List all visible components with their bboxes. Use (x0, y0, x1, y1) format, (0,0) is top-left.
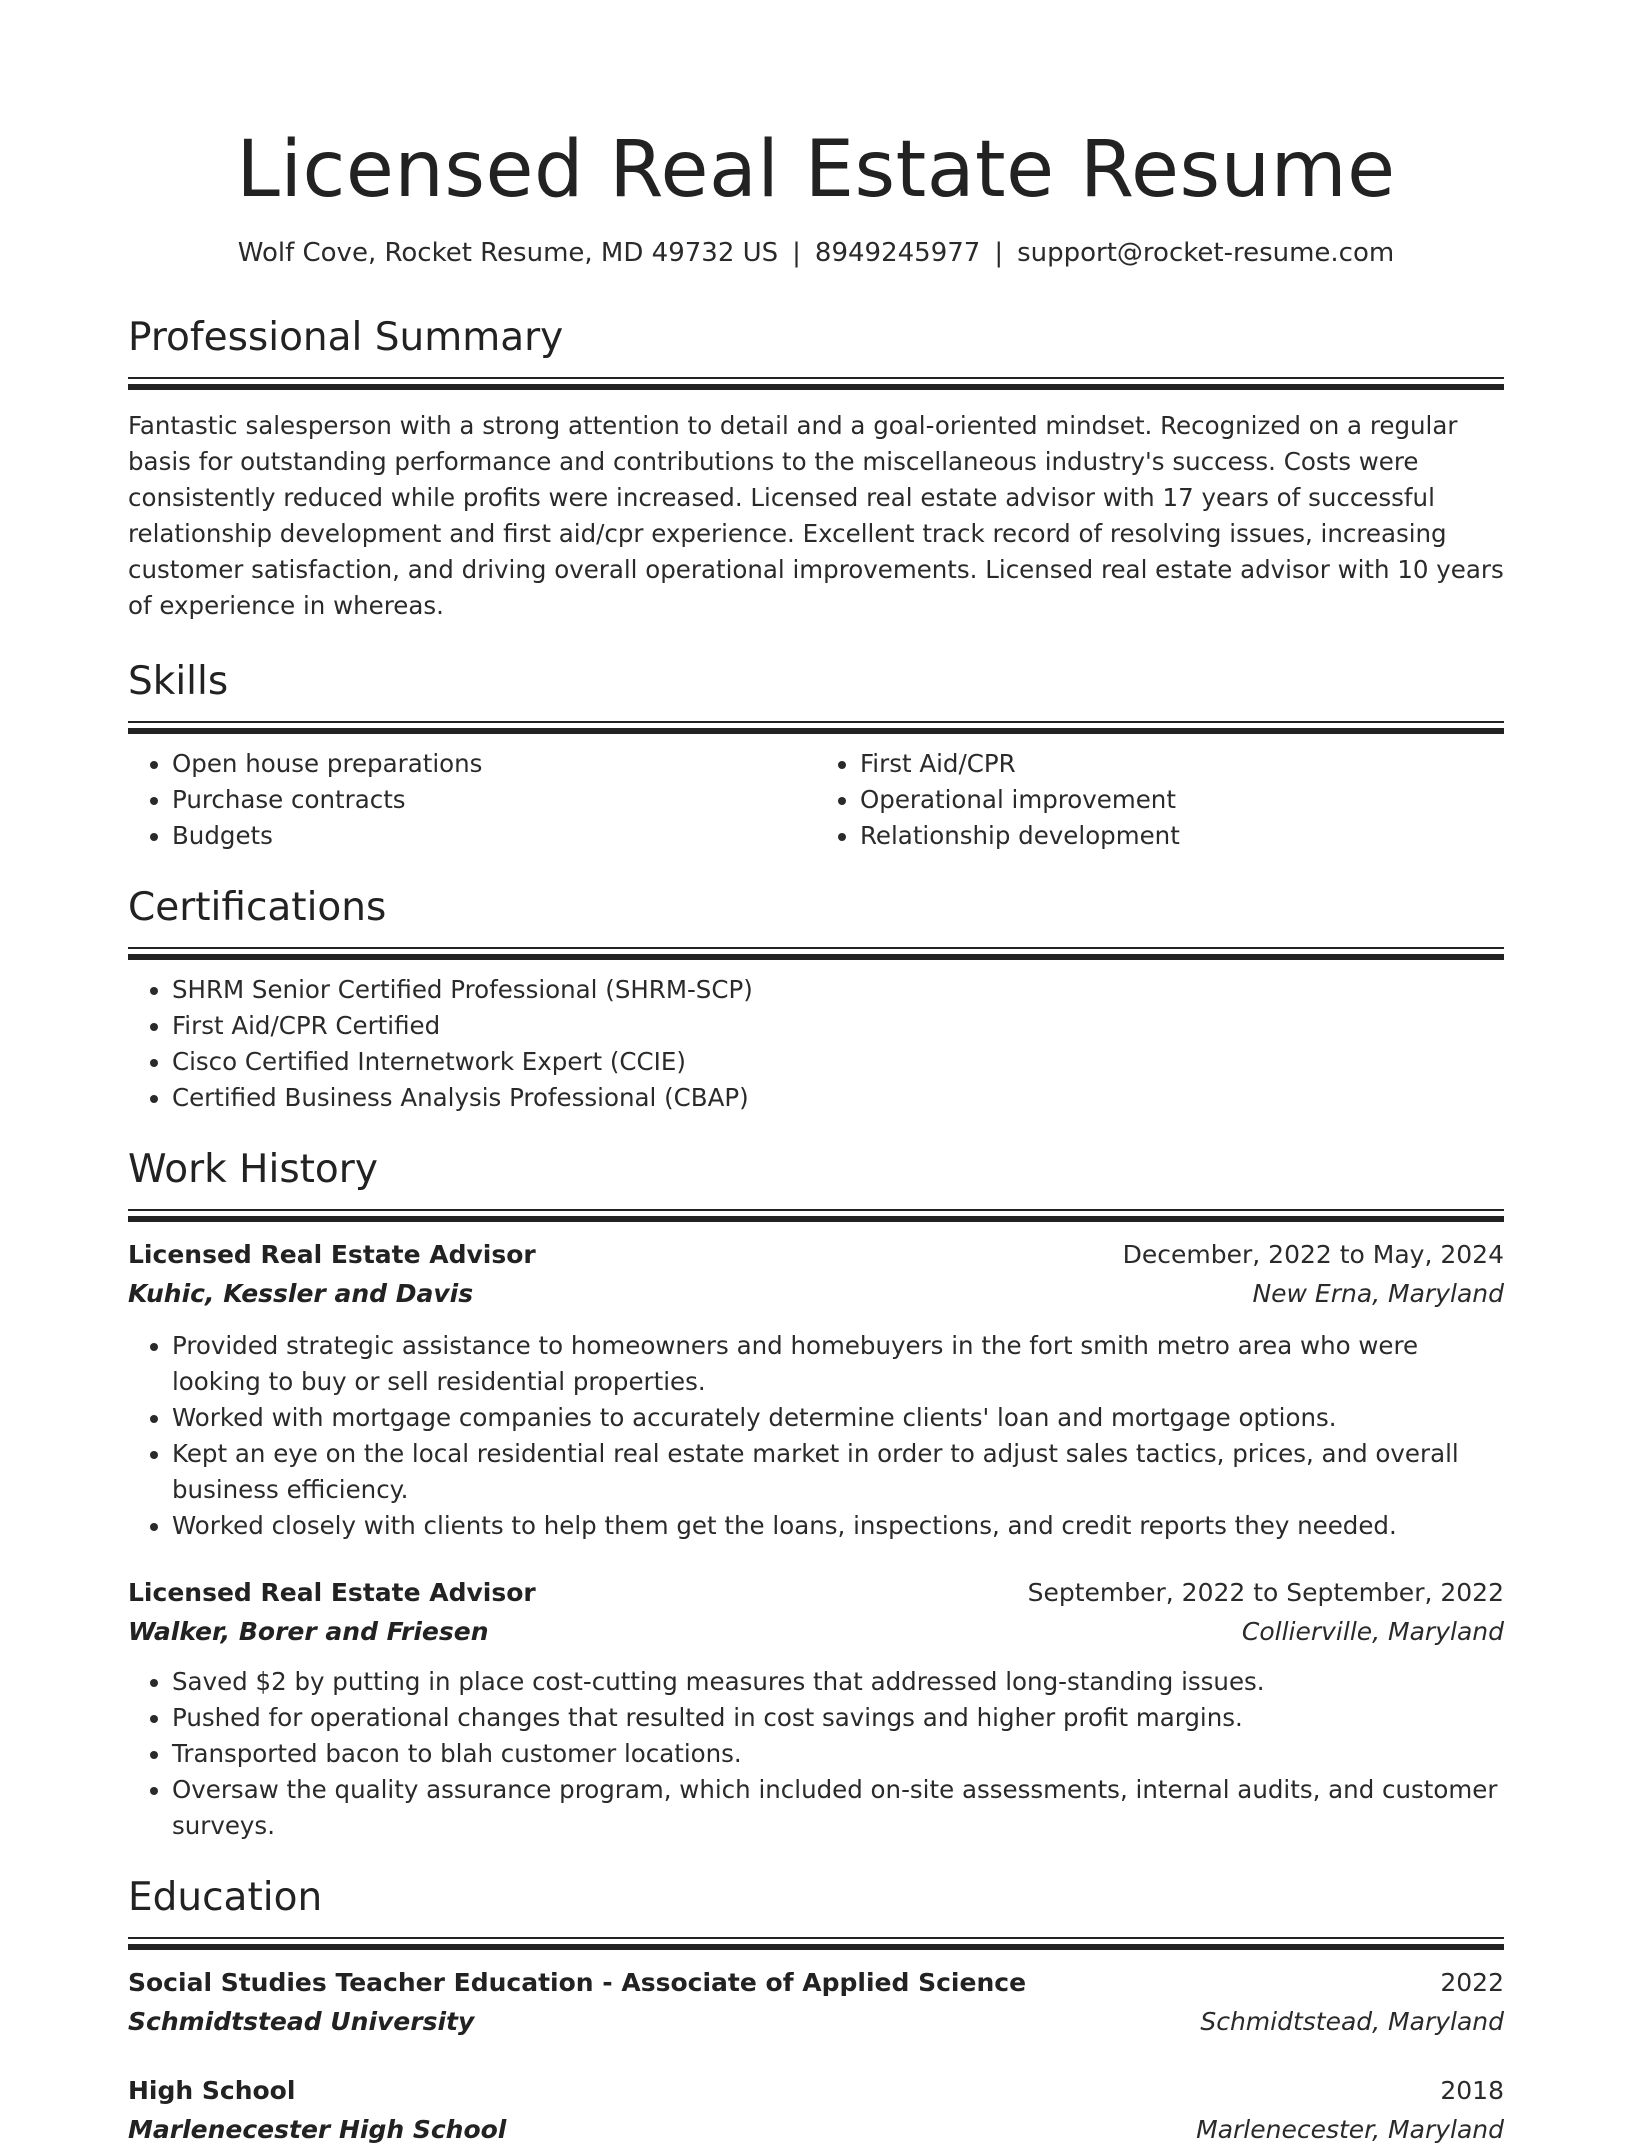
section-heading-education: Education (128, 1875, 323, 1920)
job-entry (128, 1236, 1504, 1544)
section-divider-thin (128, 1209, 1504, 1211)
skills-list-left (128, 746, 816, 854)
job-duty: • Kept an eye on the local residential real estate market in order to adjust sales tactics, prices, and overall business efficiency. (172, 1436, 1504, 1508)
section-divider-thick (128, 954, 1504, 960)
contact-line (128, 236, 1504, 270)
certification-item: • Certified Business Analysis Professional (CBAP) (172, 1080, 1504, 1116)
certification-item: • First Aid/CPR Certified (172, 1008, 1504, 1044)
job-location: Collierville, Maryland (1241, 1617, 1504, 1646)
job-subheader (128, 1274, 1504, 1314)
section-divider-thin (128, 947, 1504, 949)
job-duty: • Transported bacon to blah customer locations. (172, 1736, 1504, 1772)
skills-list-right (816, 746, 1504, 854)
section-divider-thin (128, 721, 1504, 723)
education-entry (128, 1964, 1504, 2042)
skill-item: • Operational improvement (860, 782, 1504, 818)
education-header (128, 2072, 1504, 2110)
job-location: New Erna, Maryland (1252, 1279, 1504, 1308)
skills-grid (128, 746, 1504, 854)
contact-email: support@rocket-resume.com (1017, 238, 1395, 268)
education-year: 2022 (1440, 1968, 1504, 1997)
skill-item: • Purchase contracts (172, 782, 816, 818)
section-divider-thick (128, 728, 1504, 734)
job-duties-list (128, 1328, 1504, 1544)
certification-item: • SHRM Senior Certified Professional (SHRM-SCP) (172, 972, 1504, 1008)
education-year: 2018 (1440, 2076, 1504, 2105)
contact-separator: | (792, 238, 801, 268)
job-dates: September, 2022 to September, 2022 (1027, 1578, 1504, 1607)
job-entry (128, 1574, 1504, 1844)
job-subheader (128, 1612, 1504, 1652)
section-heading-certifications: Certifications (128, 885, 387, 930)
education-subheader (128, 2110, 1504, 2150)
education-school: Schmidtstead University (128, 2007, 475, 2036)
job-company: Walker, Borer and Friesen (128, 1617, 489, 1646)
section-divider-thick (128, 1216, 1504, 1222)
education-school: Marlenecester High School (128, 2115, 507, 2144)
job-duty: • Worked closely with clients to help them get the loans, inspections, and credit reports they needed. (172, 1508, 1504, 1544)
contact-address: Wolf Cove, Rocket Resume, MD 49732 US (237, 238, 779, 268)
job-duty: • Provided strategic assistance to homeowners and homebuyers in the fort smith metro area who were looking to buy or sell residential properties. (172, 1328, 1504, 1400)
section-divider-thick (128, 1944, 1504, 1950)
skill-item: • Open house preparations (172, 746, 816, 782)
job-company: Kuhic, Kessler and Davis (128, 1279, 474, 1308)
section-heading-skills: Skills (128, 659, 229, 704)
section-divider-thick (128, 384, 1504, 390)
section-divider-thin (128, 1937, 1504, 1939)
job-title: Licensed Real Estate Advisor (128, 1240, 536, 1269)
section-heading-work-history: Work History (128, 1147, 378, 1192)
summary-text: Fantastic salesperson with a strong attention to detail and a goal-oriented mindset. Recognized on a regular basis for outstanding performance and contributions to the miscellaneous industry's success. Costs were consistently reduced while profits were increased. Licensed real estate advisor with 17 years of successful relationship development and first aid/cpr experience. Excellent track record of resolving issues, increasing customer satisfaction, and driving overall operational improvements. Licensed real estate advisor with 10 years of experience in whereas. (128, 411, 1504, 620)
section-divider-thin (128, 377, 1504, 379)
certification-item: • Cisco Certified Internetwork Expert (CCIE) (172, 1044, 1504, 1080)
education-location: Schmidtstead, Maryland (1200, 2007, 1504, 2036)
skill-item: • Relationship development (860, 818, 1504, 854)
contact-phone: 8949245977 (814, 238, 981, 268)
job-duty: • Worked with mortgage companies to accurately determine clients' loan and mortgage options. (172, 1400, 1504, 1436)
job-header (128, 1236, 1504, 1274)
certifications-list (128, 972, 1504, 1116)
education-degree: High School (128, 2076, 296, 2105)
education-header (128, 1964, 1504, 2002)
certifications-section (128, 884, 1504, 1116)
resume-title: Licensed Real Estate Resume (236, 125, 1396, 215)
job-duty: • Oversaw the quality assurance program, which included on-site assessments, internal audits, and customer surveys. (172, 1772, 1504, 1844)
work-history-section (128, 1146, 1504, 1844)
job-duty: • Saved $2 by putting in place cost-cutting measures that addressed long-standing issues. (172, 1664, 1504, 1700)
job-duty: • Pushed for operational changes that resulted in cost savings and higher profit margins. (172, 1700, 1504, 1736)
contact-separator: | (994, 238, 1004, 268)
section-heading-summary: Professional Summary (128, 315, 564, 360)
education-subheader (128, 2002, 1504, 2042)
job-duties-list (128, 1664, 1504, 1844)
education-location: Marlenecester, Maryland (1196, 2115, 1504, 2144)
skill-item: • First Aid/CPR (860, 746, 1504, 782)
education-section (128, 1874, 1504, 2150)
education-degree: Social Studies Teacher Education - Associate of Applied Science (128, 1968, 1027, 1997)
job-title: Licensed Real Estate Advisor (128, 1578, 536, 1607)
job-header (128, 1574, 1504, 1612)
education-entry (128, 2072, 1504, 2150)
skills-section (128, 658, 1504, 854)
job-dates: December, 2022 to May, 2024 (1122, 1240, 1504, 1269)
skill-item: • Budgets (172, 818, 816, 854)
summary-section (128, 314, 1504, 624)
